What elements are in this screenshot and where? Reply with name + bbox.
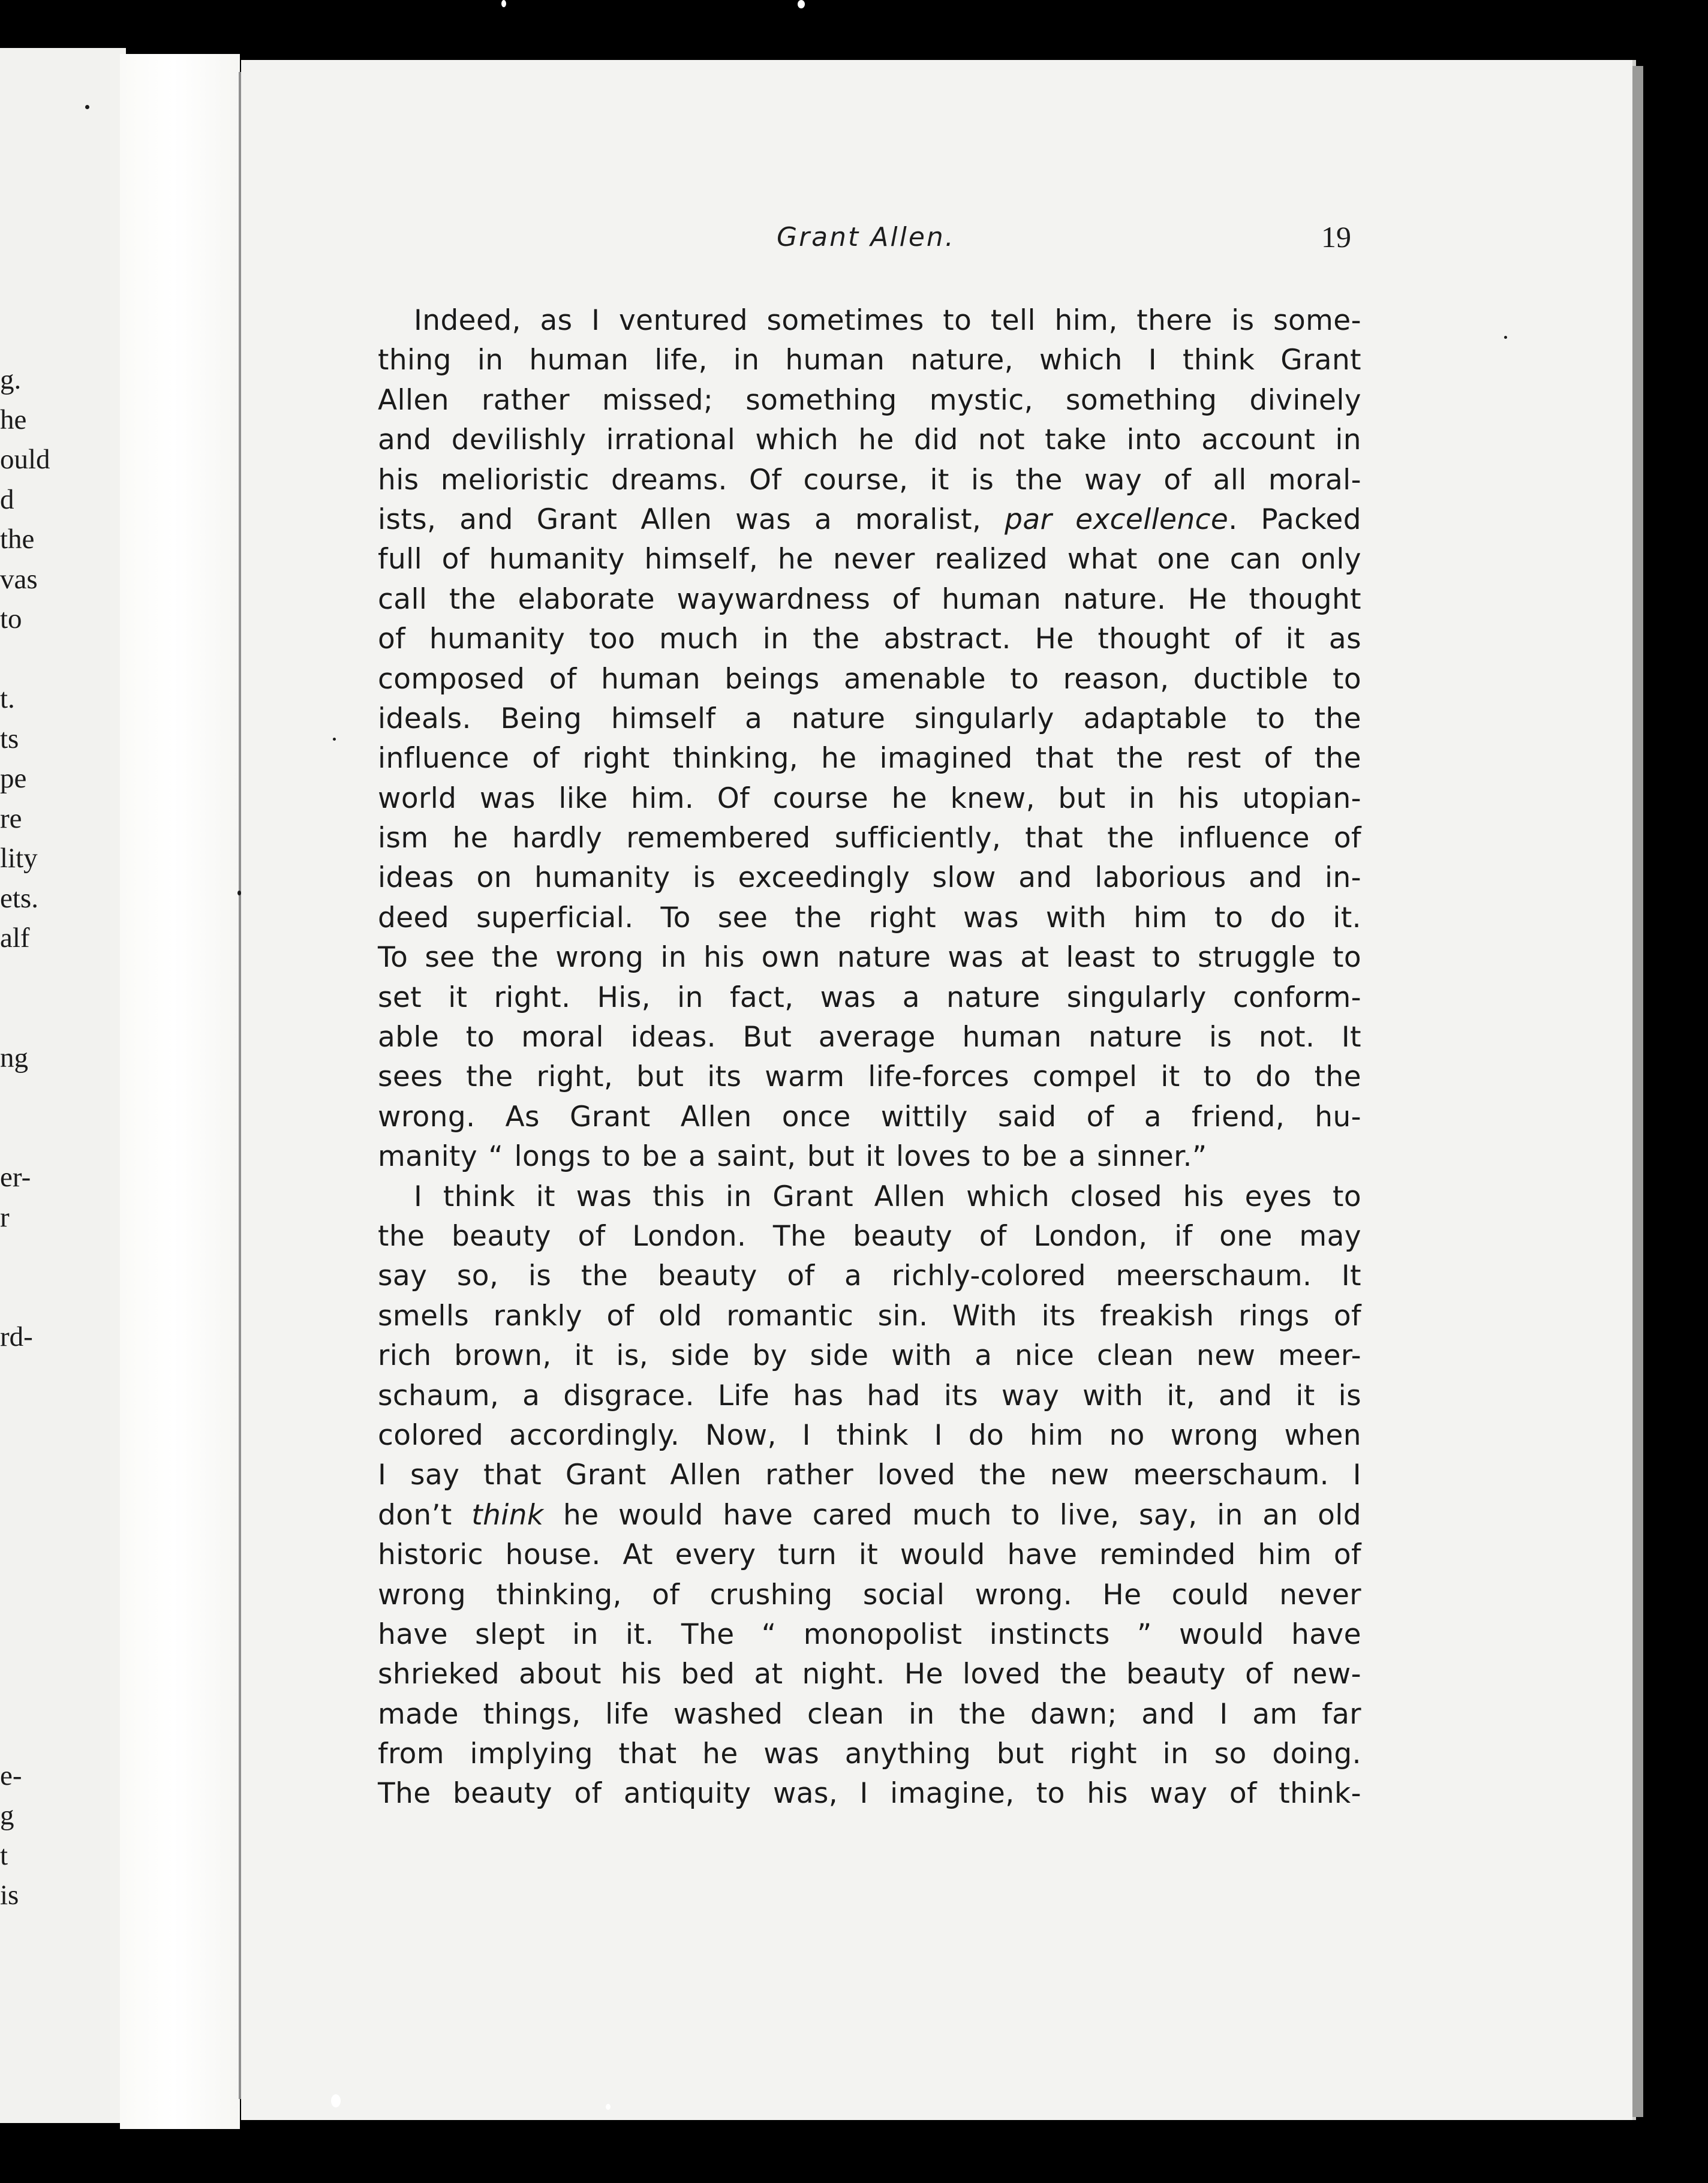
scan-speck <box>237 891 241 895</box>
text-line: wrong thinking, of crushing social wrong. He could never <box>378 1578 1361 1611</box>
fragment-line: t. <box>0 683 15 714</box>
text-line: Allen rather missed; something mystic, something divinely <box>378 383 1361 417</box>
text-line: composed of human beings amenable to reason, ductible to <box>378 662 1361 696</box>
text-line: influence of right thinking, he imagined that the rest of the <box>378 742 1361 775</box>
fragment-line <box>0 1676 120 1716</box>
italic-word: think <box>471 1498 544 1532</box>
text-line: have slept in it. The “ monopolist instincts ” would have <box>378 1617 1361 1651</box>
fragment-line: is <box>0 1880 19 1911</box>
text-line: the beauty of London. The beauty of London, if one may <box>378 1219 1361 1253</box>
fragment-line: r <box>0 1201 10 1233</box>
fragment-line: vas <box>0 563 38 595</box>
fragment-line <box>0 1277 120 1318</box>
text-line: thing in human life, in human nature, which I think Grant <box>378 344 1361 377</box>
page-number: 19 <box>1321 220 1351 254</box>
text-line: say so, is the beauty of a richly-colored meerschaum. It <box>378 1259 1361 1293</box>
fragment-line: alf <box>0 922 30 954</box>
text-line: manity “ longs to be a saint, but it loves to be a sinner.” <box>378 1140 1207 1174</box>
fragment-line: to <box>0 603 22 635</box>
text-line: colored accordingly. Now, I think I do him no wrong when <box>378 1418 1361 1452</box>
text-line: To see the wrong in his own nature was at least to struggle to <box>378 941 1361 975</box>
fragment-line: er- <box>0 1162 31 1193</box>
text-line: world was like him. Of course he knew, but in his utopian- <box>378 781 1361 815</box>
scan-speck <box>501 0 506 7</box>
text-line: of humanity too much in the abstract. He thought of it as <box>378 623 1361 656</box>
fragment-line <box>0 958 120 999</box>
text-line: ism he hardly remembered sufficiently, that the influence of <box>378 822 1361 855</box>
text-line: schaum, a disgrace. Life has had its way with it, and it is <box>378 1379 1361 1412</box>
text-line: made things, life washed clean in the dawn; and I am far <box>378 1697 1361 1731</box>
fragment-line: he <box>0 404 27 435</box>
body-text <box>378 301 1361 1814</box>
fragment-line <box>0 1437 120 1477</box>
fragment-line: the <box>0 524 35 555</box>
scan-speck <box>606 2104 611 2110</box>
scan-speck <box>798 0 805 8</box>
page-edge-shadow <box>1632 66 1643 2117</box>
fragment-line: re <box>0 802 22 834</box>
previous-page-text-fragments <box>0 360 120 1916</box>
text-line: The beauty of antiquity was, I imagine, to his way of think- <box>378 1777 1361 1811</box>
fragment-line: rd- <box>0 1321 33 1352</box>
text-line: full of humanity himself, he never realized what one can only <box>378 543 1361 576</box>
text-line: sees the right, but its warm life-forces compel it to do the <box>378 1060 1361 1094</box>
text-line: I say that Grant Allen rather loved the new meerschaum. I <box>378 1459 1361 1492</box>
text-line: shrieked about his bed at night. He loved the beauty of new- <box>378 1658 1361 1691</box>
scan-speck <box>331 2094 341 2107</box>
fragment-line: ts <box>0 723 19 754</box>
text-line: rich brown, it is, side by side with a nice clean new meer- <box>378 1339 1361 1373</box>
fragment-line: e- <box>0 1760 22 1791</box>
text-line: and devilishly irrational which he did not take into account in <box>378 423 1361 457</box>
text-line: from implying that he was anything but right in so doing. <box>378 1737 1361 1771</box>
fragment-line: g <box>0 1800 14 1831</box>
text-line: able to moral ideas. But average human nature is not. It <box>378 1021 1361 1054</box>
fragment-line <box>0 1716 120 1756</box>
fragment-line: pe <box>0 763 27 794</box>
scan-speck <box>1504 336 1507 339</box>
running-head: Grant Allen. <box>777 222 955 252</box>
fragment-line <box>0 1357 120 1397</box>
fragment-line <box>0 998 120 1038</box>
text-line: historic house. At every turn it would have reminded him of <box>378 1538 1361 1572</box>
text-line: ideas on humanity is exceedingly slow and laborious and in- <box>378 861 1361 895</box>
text-line: set it right. His, in fact, was a nature singularly conform- <box>378 981 1361 1014</box>
fragment-line <box>0 1118 120 1158</box>
fragment-line <box>0 1397 120 1437</box>
fragment-line <box>0 639 120 679</box>
text-line: wrong. As Grant Allen once wittily said of a friend, hu- <box>378 1100 1361 1133</box>
text-line: ideals. Being himself a nature singularly adaptable to the <box>378 702 1361 735</box>
text-line: Indeed, as I ventured sometimes to tell him, there is some- <box>414 304 1361 337</box>
text-line: I think it was this in Grant Allen which closed his eyes to <box>414 1180 1361 1213</box>
page-gutter <box>120 54 240 2129</box>
fragment-line: lity <box>0 843 38 874</box>
scan-speck <box>333 738 336 741</box>
fragment-line <box>0 1596 120 1637</box>
text-line: don’t think he would have cared much to live, say, in an old <box>378 1498 1361 1532</box>
fragment-line <box>0 1477 120 1517</box>
fragment-line <box>0 1636 120 1676</box>
fragment-line <box>0 1237 120 1277</box>
previous-page-edge <box>0 48 126 2123</box>
scan-speck <box>85 105 89 109</box>
italic-phrase: par excellence <box>1005 503 1229 536</box>
text-line: deed superficial. To see the right was with him to do it. <box>378 901 1361 934</box>
text-line: his melioristic dreams. Of course, it is the way of all moral- <box>378 463 1361 497</box>
fragment-line <box>0 1078 120 1118</box>
text-line: ists, and Grant Allen was a moralist, par excellence. Packed <box>378 503 1361 536</box>
fragment-line: ould <box>0 444 50 475</box>
fragment-line <box>0 1556 120 1596</box>
fragment-line: d <box>0 483 14 515</box>
fragment-line <box>0 1517 120 1557</box>
text-line: call the elaborate waywardness of human nature. He thought <box>378 582 1361 616</box>
fragment-line: ng <box>0 1042 28 1074</box>
fragment-line: g. <box>0 364 22 395</box>
fragment-line: t <box>0 1839 8 1871</box>
fragment-line: ets. <box>0 882 38 914</box>
text-line: smells rankly of old romantic sin. With its freakish rings of <box>378 1299 1361 1333</box>
